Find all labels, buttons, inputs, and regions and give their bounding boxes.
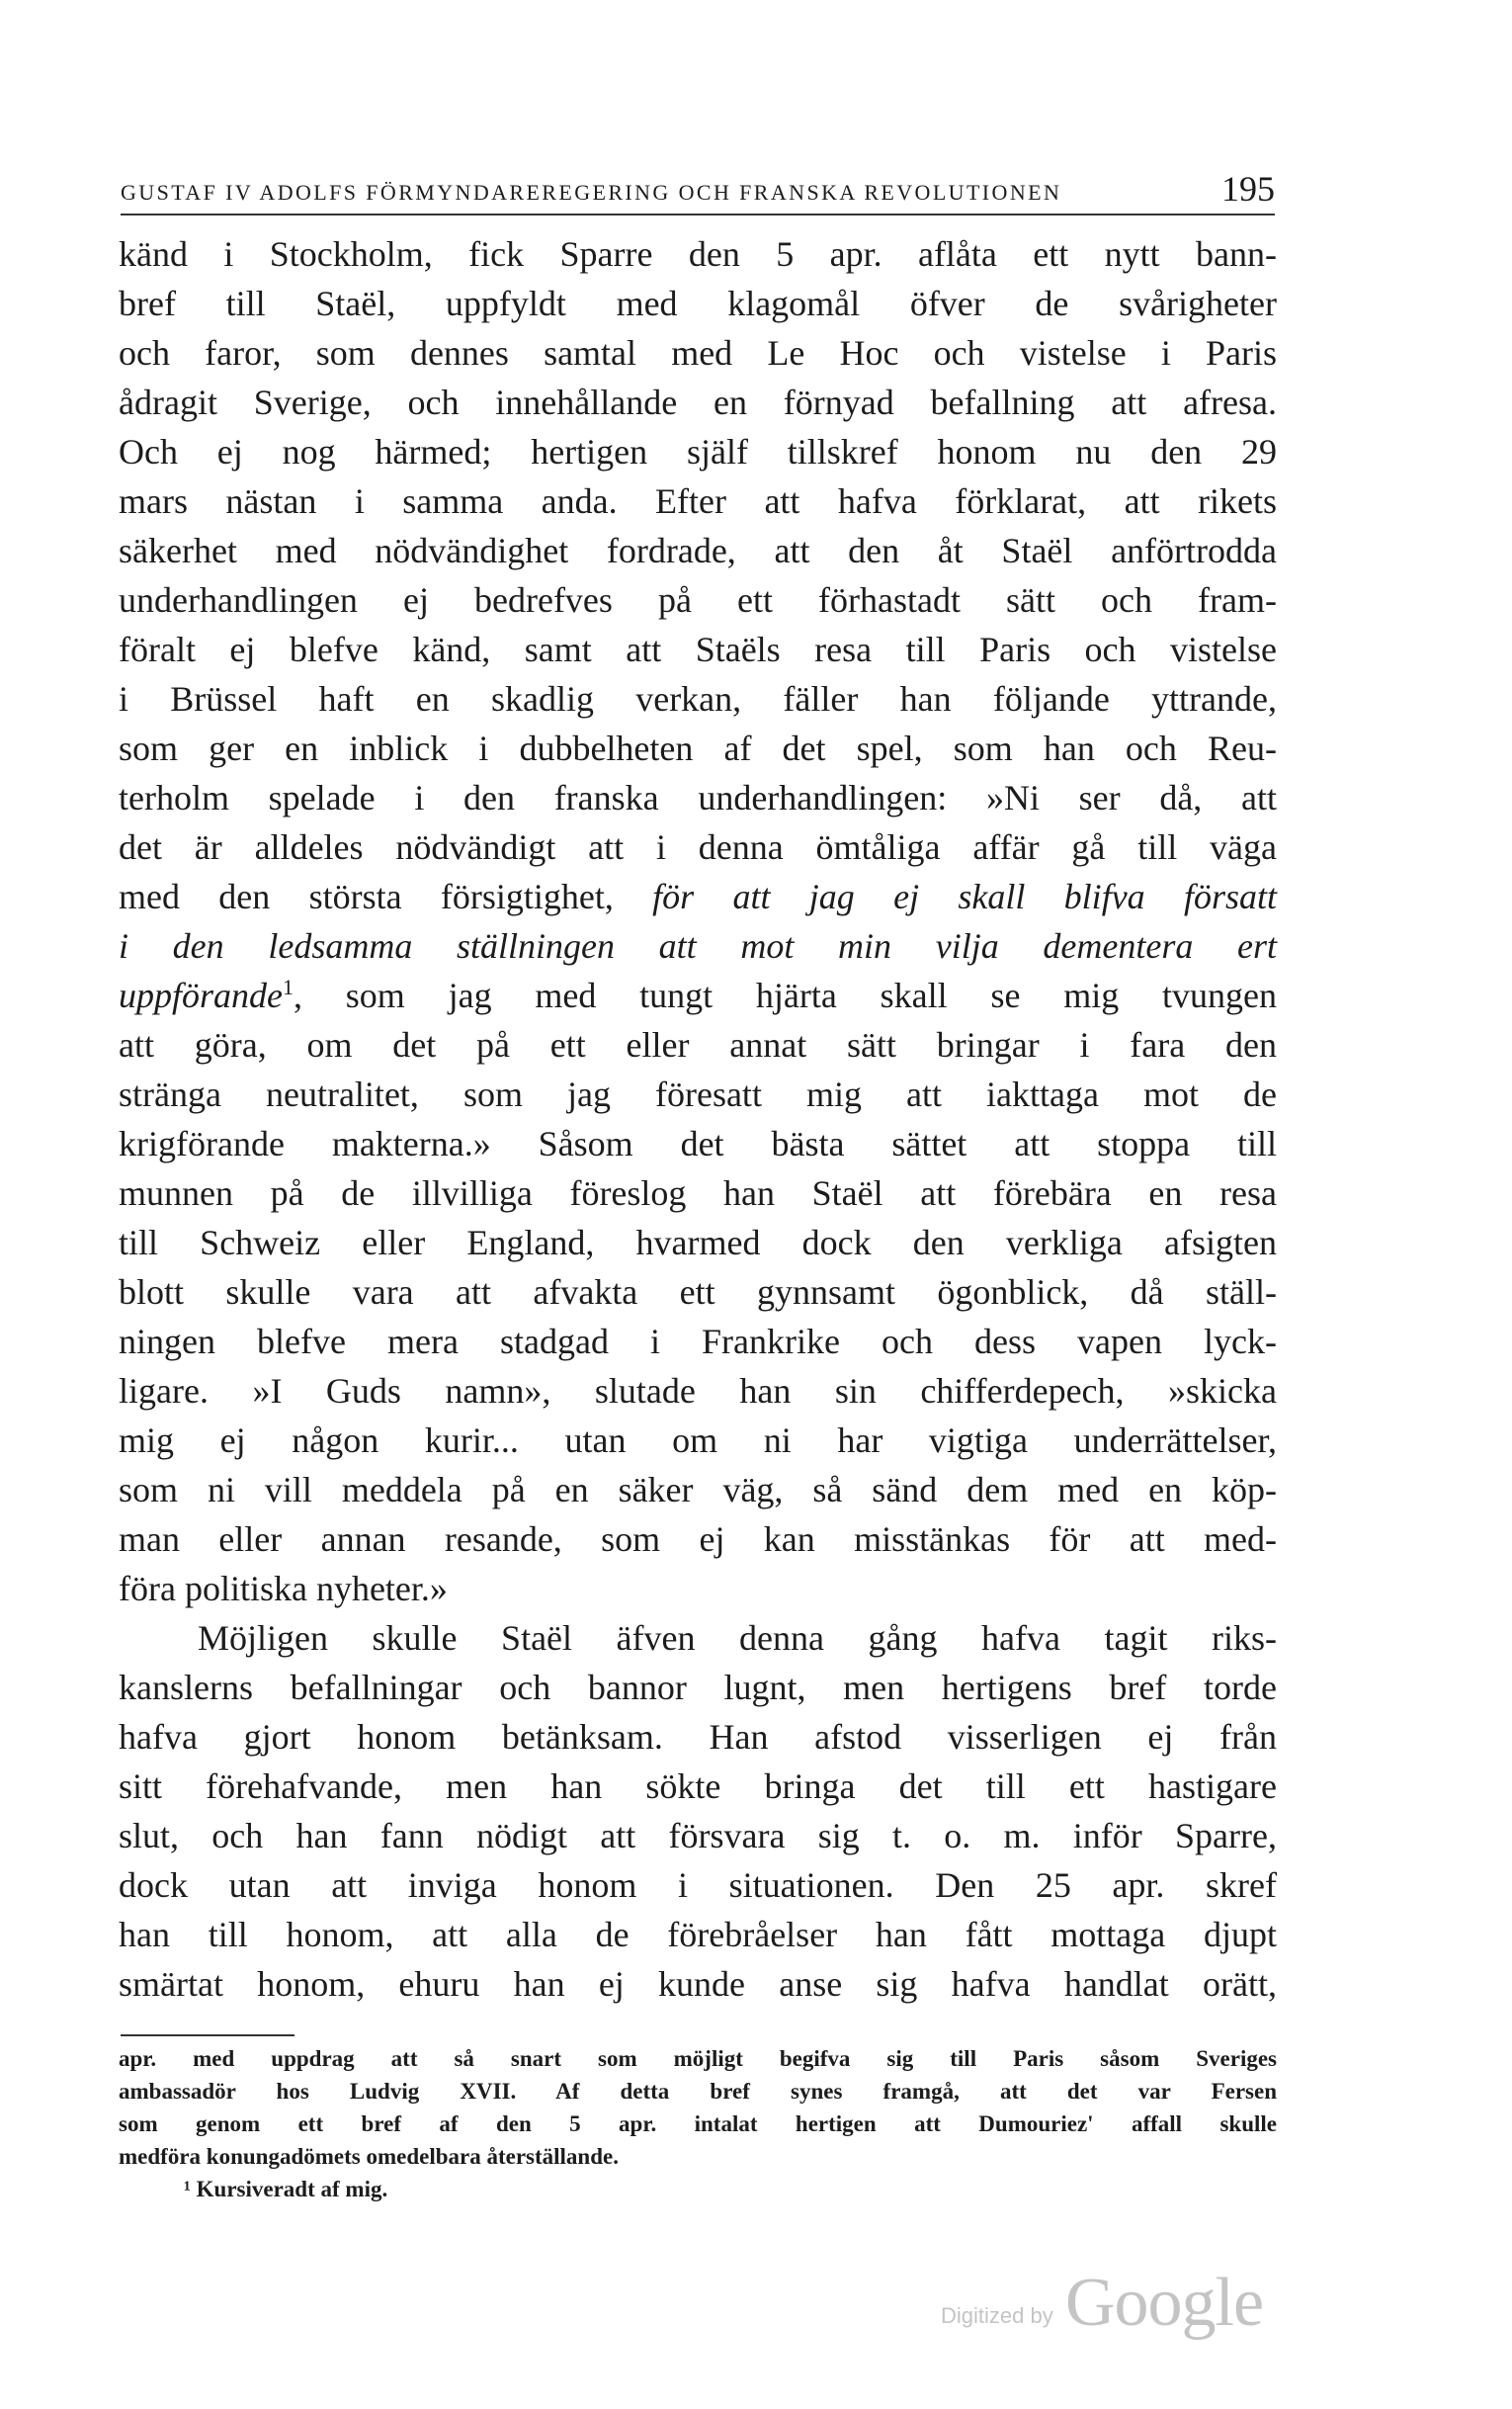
text-line (119, 1070, 1277, 1119)
text-line (119, 674, 1277, 724)
text-line (119, 1762, 1277, 1811)
text-line (119, 773, 1277, 822)
running-head (121, 158, 1275, 214)
line-text: kanslerns befallningar och bannor lugnt, men hertigens bref torde (119, 1668, 1277, 1707)
header-rule (121, 214, 1275, 215)
line-text: krigförande makterna.» Såsom det bästa sättet att stoppa till (119, 1124, 1277, 1163)
text-line (119, 427, 1277, 476)
line-text: slut, och han fann nödigt att försvara sig t. o. m. inför Sparre, (119, 1816, 1277, 1855)
line-text: Och ej nog härmed; hertigen själf tillskref honom nu den 29 (119, 432, 1277, 472)
line-text: , som jag med tungt hjärta skall se mig tvungen (294, 976, 1277, 1015)
text-line (119, 575, 1277, 625)
line-text: ligare. »I Guds namn», slutade han sin chifferdepech, »skicka (119, 1371, 1277, 1411)
line-text: munnen på de illvilliga föreslog han Staël att förebära en resa (119, 1173, 1277, 1213)
text-line (119, 526, 1277, 575)
text-line (119, 1020, 1277, 1070)
text-line (119, 328, 1277, 378)
line-text: och faror, som dennes samtal med Le Hoc och vistelse i Paris (119, 333, 1277, 373)
body-text (119, 229, 1277, 2009)
footnote-marker: 1 (283, 975, 294, 999)
line-text: sitt förehafvande, men han sökte bringa det till ett hastigare (119, 1766, 1277, 1806)
text-line (119, 1119, 1277, 1168)
footnote-line: medföra konungadömets omedelbara återställande. (119, 2144, 619, 2169)
footnote-line: apr. med uppdrag att så snart som möjligt begifva sig till Paris såsom Sveriges (119, 2046, 1277, 2071)
text-line (119, 229, 1277, 279)
text-line (119, 1168, 1277, 1218)
line-text: att göra, om det på ett eller annat sätt bringar i fara den (119, 1025, 1277, 1065)
text-line (119, 1564, 1277, 1613)
text-line (119, 872, 1277, 921)
line-text: föra politiska nyheter.» (119, 1569, 448, 1608)
footnote-1: ¹ Kursiveradt af mig. (184, 2177, 388, 2201)
text-line (119, 1712, 1277, 1762)
text-line (119, 1416, 1277, 1465)
line-text: som ni vill meddela på en säker väg, så sänd dem med en köp- (119, 1470, 1277, 1509)
line-text: ningen blefve mera stadgad i Frankrike och dess vapen lyck- (119, 1322, 1277, 1361)
line-text: underhandlingen ej bedrefves på ett förhastadt sätt och fram- (119, 580, 1277, 620)
text-line (119, 1811, 1277, 1860)
text-line (119, 1267, 1277, 1317)
line-text: föralt ej blefve känd, samt att Staëls resa till Paris och vistelse (119, 630, 1277, 669)
italic-text: uppförande (119, 976, 283, 1015)
line-text: stränga neutralitet, som jag föresatt mig att iakttaga mot de (119, 1075, 1277, 1114)
text-line (119, 1317, 1277, 1366)
text-line (119, 625, 1277, 674)
line-text: terholm spelade i den franska underhandlingen: »Ni ser då, att (119, 778, 1277, 817)
watermark-prefix: Digitized by (941, 2303, 1053, 2328)
footnotes (119, 2042, 1277, 2205)
line-text: han till honom, att alla de förebråelser han fått mottaga djupt (119, 1915, 1277, 1954)
text-line (119, 279, 1277, 328)
italic-text: i den ledsamma ställningen att mot min vilja dementera ert (119, 926, 1277, 966)
text-line (119, 1218, 1277, 1267)
running-title: GUSTAF IV ADOLFS FÖRMYNDAREREGERING OCH FRANSKA REVOLUTIONEN (121, 180, 1062, 205)
line-text: smärtat honom, ehuru han ej kunde anse sig hafva handlat orätt, (119, 1964, 1277, 2004)
text-line (119, 1366, 1277, 1416)
line-text: blott skulle vara att afvakta ett gynnsamt ögonblick, då ställ- (119, 1272, 1277, 1312)
line-text: Möjligen skulle Staël äfven denna gång hafva tagit riks- (198, 1618, 1277, 1658)
text-line (119, 476, 1277, 526)
footnote-line: som genom ett bref af den 5 apr. intalat hertigen att Dumouriez' affall skulle (119, 2111, 1277, 2136)
text-line (119, 971, 1277, 1020)
footnote-rule (121, 2034, 294, 2036)
line-text: ådragit Sverige, och innehållande en förnyad befallning att afresa. (119, 383, 1277, 422)
text-line (119, 822, 1277, 872)
line-text: dock utan att inviga honom i situationen. Den 25 apr. skref (119, 1865, 1277, 1905)
line-text: det är alldeles nödvändigt att i denna ömtåliga affär gå till väga (119, 827, 1277, 867)
text-line (119, 1959, 1277, 2009)
line-text: man eller annan resande, som ej kan misstänkas för att med- (119, 1519, 1277, 1559)
text-line (119, 1910, 1277, 1959)
line-text: som ger en inblick i dubbelheten af det spel, som han och Reu- (119, 729, 1277, 768)
text-line (119, 378, 1277, 427)
line-text: mars nästan i samma anda. Efter att hafva förklarat, att rikets (119, 481, 1277, 521)
line-text: mig ej någon kurir... utan om ni har vigtiga underrättelser, (119, 1420, 1277, 1460)
line-text: till Schweiz eller England, hvarmed dock den verkliga afsigten (119, 1223, 1277, 1262)
digitized-by-google-watermark (941, 2264, 1277, 2343)
line-text: med den största försigtighet, (119, 877, 653, 916)
footnote-line: ambassadör hos Ludvig XVII. Af detta bref synes framgå, att det var Fersen (119, 2079, 1277, 2104)
page-number: 195 (1221, 169, 1275, 209)
text-line (119, 1860, 1277, 1910)
text-line (119, 921, 1277, 971)
line-text: säkerhet med nödvändighet fordrade, att den åt Staël anförtrodda (119, 531, 1277, 570)
line-text: hafva gjort honom betänksam. Han afstod visserligen ej från (119, 1717, 1277, 1757)
watermark-brand: Google (1065, 2265, 1264, 2341)
text-line (119, 1514, 1277, 1564)
italic-text: för att jag ej skall blifva försatt (652, 877, 1278, 916)
line-text: i Brüssel haft en skadlig verkan, fäller han följande yttrande, (119, 679, 1277, 719)
line-text: bref till Staël, uppfyldt med klagomål öfver de svårigheter (119, 284, 1277, 323)
line-text: känd i Stockholm, fick Sparre den 5 apr. aflåta ett nytt bann- (119, 234, 1277, 274)
text-line (119, 724, 1277, 773)
text-line (119, 1663, 1277, 1712)
text-line (119, 1613, 1277, 1663)
text-line (119, 1465, 1277, 1514)
